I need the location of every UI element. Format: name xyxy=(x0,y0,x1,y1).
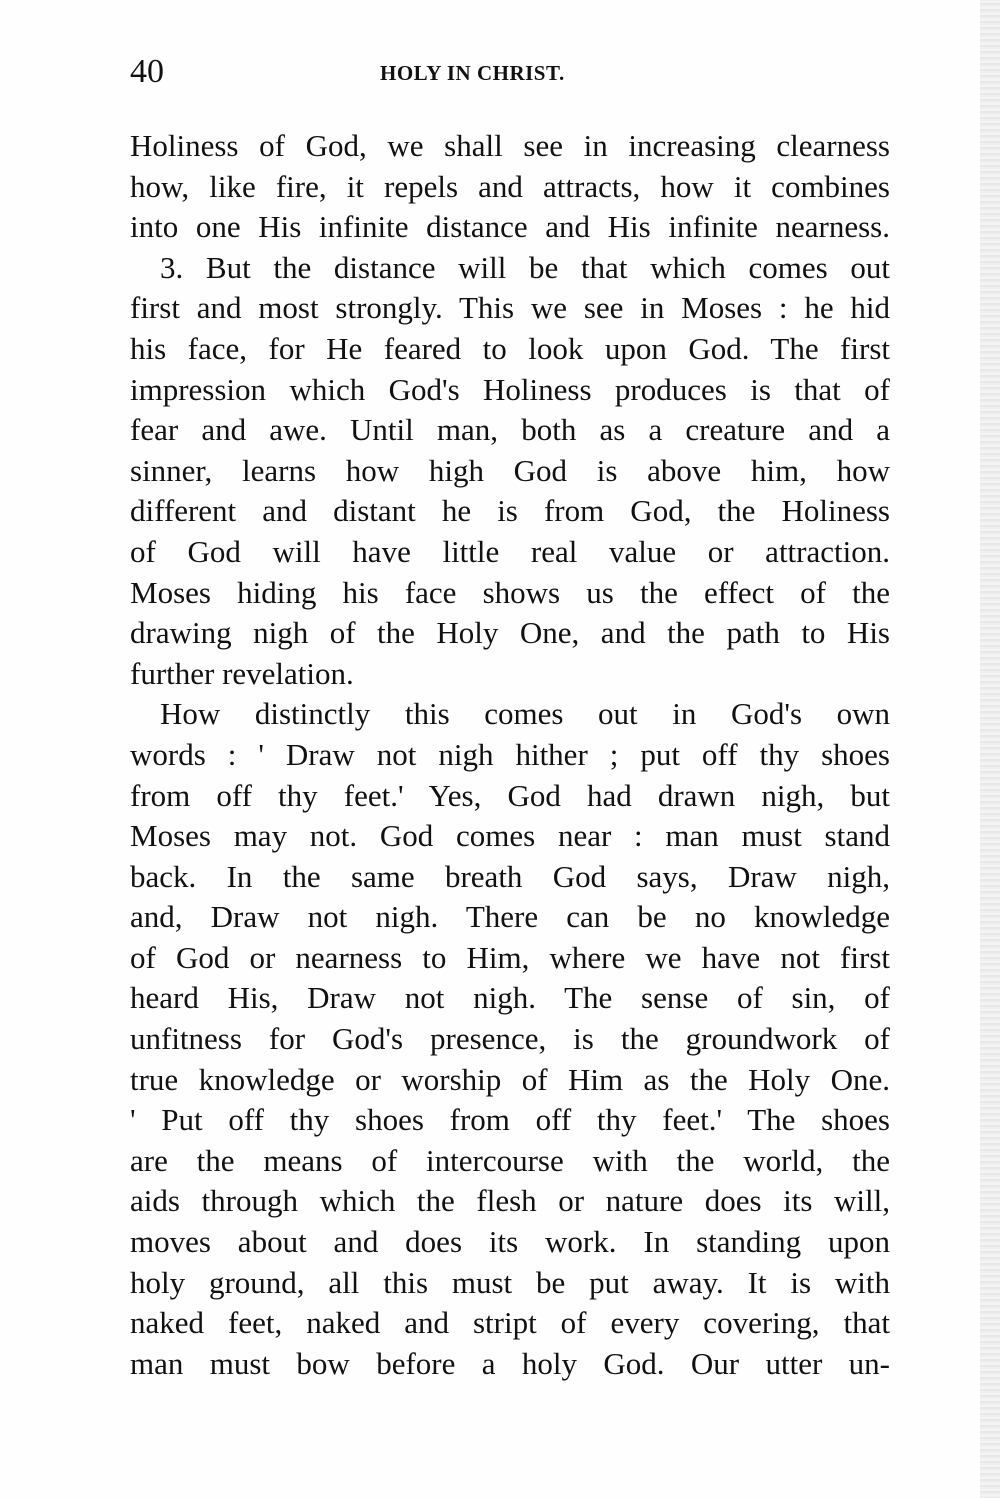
paragraph-start-line: How distinctly this comes out in God's own xyxy=(160,696,890,732)
text-line: and, Draw not nigh. There can be no knowledge xyxy=(130,899,890,935)
page-number: 40 xyxy=(130,53,164,90)
running-title: HOLY IN CHRIST. xyxy=(380,61,565,85)
text-line: back. In the same breath God says, Draw nigh, xyxy=(130,858,890,894)
paragraph-end-line: further revelation. xyxy=(130,655,354,691)
text-line: are the means of intercourse with the world, the xyxy=(130,1142,890,1178)
text-line: unfitness for God's presence, is the groundwork of xyxy=(130,1021,890,1057)
text-line: heard His, Draw not nigh. The sense of sin, of xyxy=(130,980,890,1016)
text-line: how, like fire, it repels and attracts, how it combines xyxy=(130,168,890,204)
text-line: ' Put off thy shoes from off thy feet.' The shoes xyxy=(130,1102,890,1138)
paragraph-start-line: 3. But the distance will be that which comes out xyxy=(160,249,890,285)
text-line: into one His infinite distance and His infinite nearness. xyxy=(130,209,890,245)
text-line: from off thy feet.' Yes, God had drawn nigh, but xyxy=(130,777,890,813)
text-line: naked feet, naked and stript of every covering, that xyxy=(130,1305,890,1341)
text-line: man must bow before a holy God. Our utter un- xyxy=(130,1345,890,1381)
text-line: first and most strongly. This we see in Moses : he hid xyxy=(130,290,890,326)
running-head xyxy=(130,52,890,92)
text-line: moves about and does its work. In standing upon xyxy=(130,1224,890,1260)
text-line: his face, for He feared to look upon God. The first xyxy=(130,330,890,366)
text-line: of God will have little real value or attraction. xyxy=(130,533,890,569)
text-line: of God or nearness to Him, where we have not first xyxy=(130,939,890,975)
text-line: impression which God's Holiness produces is that of xyxy=(130,371,890,407)
text-line: fear and awe. Until man, both as a creature and a xyxy=(130,412,890,448)
text-line: words : ' Draw not nigh hither ; put off thy shoes xyxy=(130,736,890,772)
text-line: holy ground, all this must be put away. It is with xyxy=(130,1264,890,1300)
text-line: drawing nigh of the Holy One, and the path to His xyxy=(130,615,890,651)
text-line: aids through which the flesh or nature does its will, xyxy=(130,1183,890,1219)
body-text xyxy=(130,126,890,1384)
text-line: Holiness of God, we shall see in increasing clearness xyxy=(130,128,890,163)
text-line: Moses hiding his face shows us the effect of the xyxy=(130,574,890,610)
text-line: Moses may not. God comes near : man must stand xyxy=(130,818,890,854)
page-edge-shadow xyxy=(980,0,1000,1498)
text-line: different and distant he is from God, the Holiness xyxy=(130,493,890,529)
text-line: true knowledge or worship of Him as the Holy One. xyxy=(130,1061,890,1097)
text-line: sinner, learns how high God is above him, how xyxy=(130,452,890,488)
